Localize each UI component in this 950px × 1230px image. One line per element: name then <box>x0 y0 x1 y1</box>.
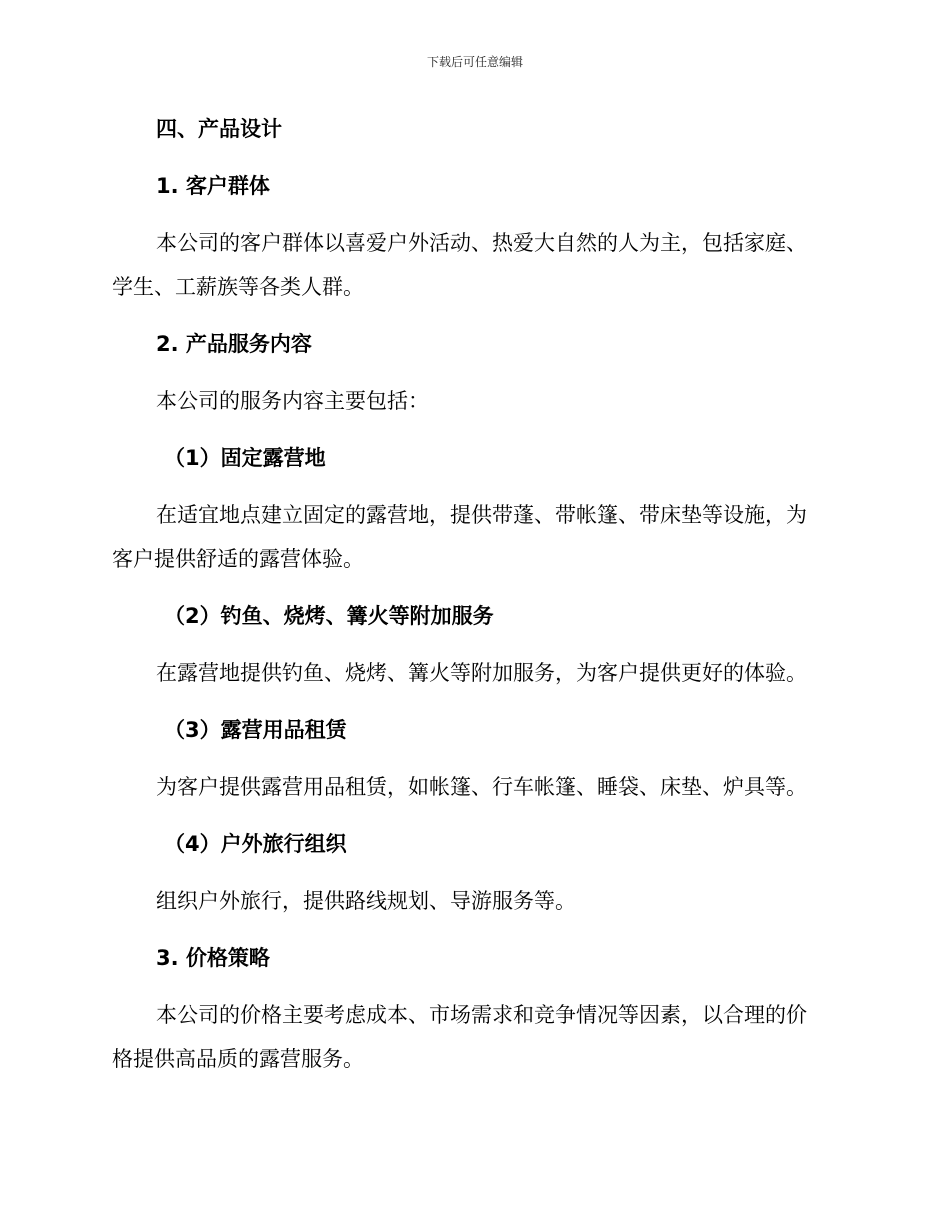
service-item-line2: 客户提供舒适的露营体验。 <box>112 547 364 571</box>
section-title: 四、产品设计 <box>156 117 282 141</box>
service-item-heading: （4）户外旅行组织 <box>164 832 347 856</box>
service-item-heading: （3）露营用品租赁 <box>164 718 347 742</box>
service-item-line1: 在适宜地点建立固定的露营地，提供带蓬、带帐篷、带床垫等设施，为 <box>156 503 807 527</box>
customer-heading: 1. 客户群体 <box>156 174 270 198</box>
pricing-para-line1: 本公司的价格主要考虑成本、市场需求和竞争情况等因素，以合理的价 <box>156 1003 807 1027</box>
customer-para-line2: 学生、工薪族等各类人群。 <box>112 275 364 299</box>
pricing-para-line2: 格提供高品质的露营服务。 <box>112 1047 364 1071</box>
service-item-heading: （1）固定露营地 <box>164 446 326 470</box>
document-body <box>112 112 840 1076</box>
customer-para-line1: 本公司的客户群体以喜爱户外活动、热爱大自然的人为主，包括家庭、 <box>156 231 807 255</box>
service-item-line1: 组织户外旅行，提供路线规划、导游服务等。 <box>156 889 576 913</box>
service-item-line1: 为客户提供露营用品租赁，如帐篷、行车帐篷、睡袋、床垫、炉具等。 <box>156 775 807 799</box>
services-intro: 本公司的服务内容主要包括： <box>156 389 429 413</box>
service-item-heading: （2）钓鱼、烧烤、篝火等附加服务 <box>164 604 494 628</box>
header-note: 下载后可任意编辑 <box>426 55 523 69</box>
service-item-line1: 在露营地提供钓鱼、烧烤、篝火等附加服务，为客户提供更好的体验。 <box>156 661 807 685</box>
pricing-heading: 3. 价格策略 <box>156 946 270 970</box>
services-heading: 2. 产品服务内容 <box>156 332 312 356</box>
